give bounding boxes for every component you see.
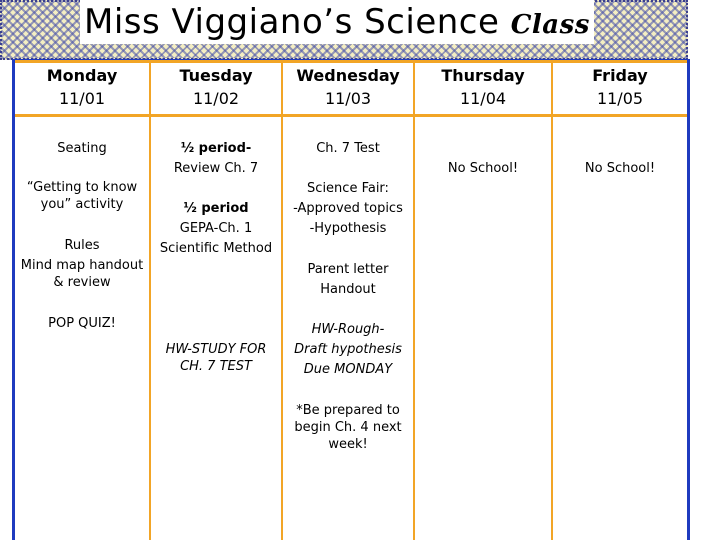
wednesday-draft-hypothesis: Draft hypothesis [294, 342, 402, 357]
day-header-tuesday [151, 62, 281, 114]
monday-pop-quiz: POP QUIZ! [48, 316, 116, 331]
wednesday-test: Ch. 7 Test [316, 141, 380, 156]
wednesday-handout: Handout [320, 282, 376, 297]
tuesday-half-period: ½ period- [180, 141, 252, 156]
title-main: Miss Viggiano’s Science [84, 2, 500, 42]
grid-col-divider [149, 62, 151, 540]
monday-mind-map: Mind map handout & review [20, 258, 144, 290]
day-date: 11/01 [58, 89, 106, 108]
thursday-no-school: No School! [447, 161, 519, 176]
day-header-wednesday [283, 62, 413, 114]
day-name: Monday [46, 66, 118, 85]
monday-rules: Rules [64, 238, 100, 253]
day-date: 11/02 [192, 89, 240, 108]
wednesday-approved-topics: -Approved topics [293, 201, 403, 216]
page-title [80, 0, 594, 44]
wednesday-hypothesis: -Hypothesis [309, 221, 387, 236]
wednesday-due-monday: Due MONDAY [303, 362, 393, 377]
grid-col-divider [413, 62, 415, 540]
day-name: Friday [592, 66, 648, 85]
wednesday-science-fair: Science Fair: [307, 181, 389, 196]
friday-no-school: No School! [584, 161, 656, 176]
day-name: Wednesday [296, 66, 400, 85]
tuesday-homework: HW-STUDY FOR CH. 7 TEST [165, 342, 267, 374]
tuesday-half-period-2: ½ period [183, 201, 249, 216]
header-divider-line [15, 114, 687, 117]
grid-col-divider [281, 62, 283, 540]
monday-seating: Seating [57, 141, 107, 156]
monday-activity: “Getting to know you” activity [26, 180, 138, 212]
wednesday-hw-rough: HW-Rough- [311, 322, 385, 337]
day-date: 11/03 [324, 89, 372, 108]
tuesday-gepa: GEPA-Ch. 1 [179, 221, 253, 236]
title-suffix: Class [510, 10, 590, 40]
day-name: Tuesday [179, 66, 253, 85]
tuesday-method: Scientific Method [159, 241, 273, 256]
day-date: 11/04 [459, 89, 507, 108]
day-date: 11/05 [596, 89, 644, 108]
grid-col-divider [551, 62, 553, 540]
schedule-frame [12, 59, 690, 540]
day-header-monday [15, 62, 149, 114]
day-name: Thursday [441, 66, 525, 85]
tuesday-review: Review Ch. 7 [173, 161, 259, 176]
wednesday-be-prepared: *Be prepared to begin Ch. 4 next week! [294, 403, 402, 452]
day-header-thursday [415, 62, 551, 114]
day-header-friday [553, 62, 687, 114]
wednesday-parent-letter: Parent letter [307, 262, 389, 277]
